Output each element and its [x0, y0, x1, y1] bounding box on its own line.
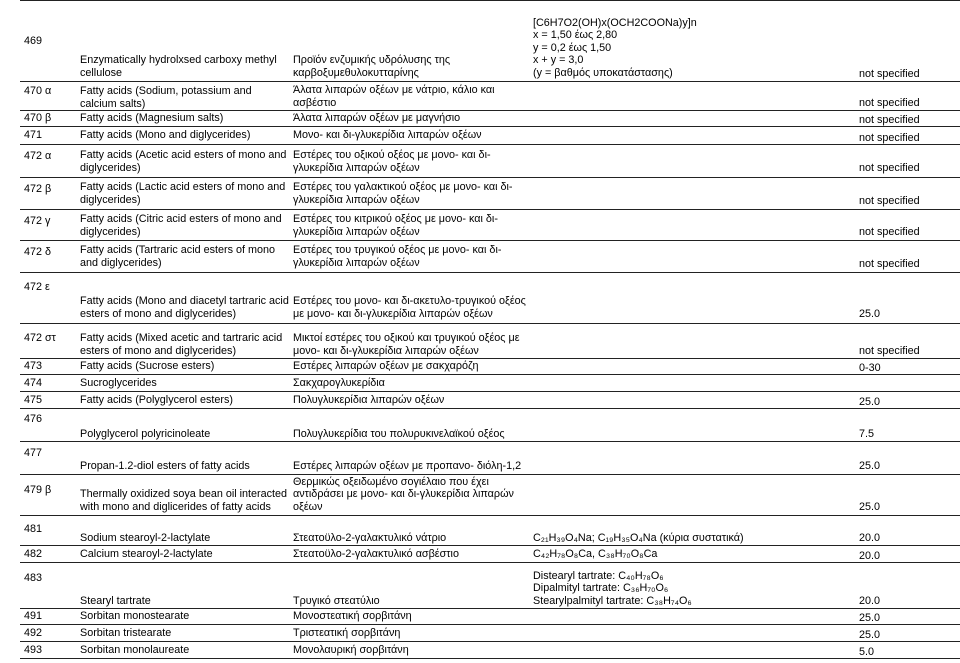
chemical-formula: [531, 625, 857, 642]
chemical-formula: [531, 111, 857, 127]
e-number: 472 δ: [20, 241, 78, 273]
max-level: not specified: [857, 111, 960, 127]
max-level: 25.0: [857, 442, 960, 475]
max-level: not specified: [857, 324, 960, 359]
chemical-formula: [531, 375, 857, 392]
table-row: [20, 127, 960, 145]
max-level: 25.0: [857, 392, 960, 409]
e-number: 476: [20, 409, 78, 442]
greek-name: Εστέρες του μονο- και δι-ακετυλο-τρυγικού οξέος με μονο- και δι-γλυκερίδια λιπαρών οξέων: [291, 273, 531, 324]
greek-name: Μικτοί εστέρες του οξικού και τρυγικού οξέος με μονο- και δι-γλυκερίδια λιπαρών οξέων: [291, 324, 531, 359]
e-number: 493: [20, 642, 78, 659]
e-number: 472 β: [20, 178, 78, 210]
english-name: Fatty acids (Sucrose esters): [78, 359, 291, 375]
chemical-formula: [531, 178, 857, 210]
english-name: Fatty acids (Mono and diglycerides): [78, 127, 291, 145]
max-level: 20.0: [857, 546, 960, 563]
e-number: 481: [20, 516, 78, 546]
chemical-formula: [531, 359, 857, 375]
max-level: 25.0: [857, 625, 960, 642]
max-level: not specified: [857, 178, 960, 210]
english-name: Fatty acids (Lactic acid esters of mono and diglycerides): [78, 178, 291, 210]
greek-name: Μονο- και δι-γλυκερίδια λιπαρών οξέων: [291, 127, 531, 145]
max-level: not specified: [857, 82, 960, 111]
greek-name: Εστέρες του τρυγικού οξέος με μονο- και δι-γλυκερίδια λιπαρών οξέων: [291, 241, 531, 273]
greek-name: Πολυγλυκερίδια του πολυρυκινελαϊκού οξέος: [291, 409, 531, 442]
e-number: 472 γ: [20, 210, 78, 241]
e-number: 473: [20, 359, 78, 375]
e-number: 474: [20, 375, 78, 392]
table-row: [20, 111, 960, 127]
chemical-formula: [531, 642, 857, 659]
e-number: 483: [20, 563, 78, 609]
table-row: [20, 273, 960, 324]
chemical-formula: [531, 273, 857, 324]
max-level: not specified: [857, 127, 960, 145]
chemical-formula: [531, 609, 857, 625]
table-row: [20, 625, 960, 642]
english-name: Fatty acids (Sodium, potassium and calcium salts): [78, 82, 291, 111]
greek-name: Εστέρες λιπαρών οξέων με σακχαρόζη: [291, 359, 531, 375]
english-name: Sodium stearoyl-2-lactylate: [78, 516, 291, 546]
chemical-formula: [531, 324, 857, 359]
greek-name: Άλατα λιπαρών οξέων με νάτριο, κάλιο και ασβέστιο: [291, 82, 531, 111]
table-row: [20, 563, 960, 609]
english-name: Fatty acids (Polyglycerol esters): [78, 392, 291, 409]
english-name: Propan-1.2-diol esters of fatty acids: [78, 442, 291, 475]
english-name: Fatty acids (Citric acid esters of mono and diglycerides): [78, 210, 291, 241]
e-number: 479 β: [20, 475, 78, 516]
english-name: Stearyl tartrate: [78, 563, 291, 609]
chemical-formula: [531, 442, 857, 475]
greek-name: Εστέρες του οξικού οξέος με μονο- και δι-γλυκερίδια λιπαρών οξέων: [291, 145, 531, 178]
max-level: 25.0: [857, 609, 960, 625]
english-name: Sorbitan monostearate: [78, 609, 291, 625]
english-name: Enzymatically hydrolxsed carboxy methyl cellulose: [78, 1, 291, 82]
table-row: [20, 442, 960, 475]
english-name: Sorbitan monolaureate: [78, 642, 291, 659]
e-number: 472 ε: [20, 273, 78, 324]
additives-table: [20, 0, 960, 659]
e-number: 492: [20, 625, 78, 642]
table-row: [20, 210, 960, 241]
chemical-formula: [531, 241, 857, 273]
chemical-formula: C₂₁H₃₉O₄Na; C₁₉H₃₅O₄Na (κύρια συστατικά): [531, 516, 857, 546]
e-number: 475: [20, 392, 78, 409]
table-row: [20, 1, 960, 82]
chemical-formula: [531, 210, 857, 241]
chemical-formula: [531, 392, 857, 409]
e-number: 472 στ: [20, 324, 78, 359]
e-number: 491: [20, 609, 78, 625]
max-level: 20.0: [857, 563, 960, 609]
english-name: Fatty acids (Acetic acid esters of mono and diglycerides): [78, 145, 291, 178]
greek-name: Άλατα λιπαρών οξέων με μαγνήσιο: [291, 111, 531, 127]
greek-name: Εστέρες του κιτρικού οξέος με μονο- και δι-γλυκερίδια λιπαρών οξέων: [291, 210, 531, 241]
english-name: Fatty acids (Mono and diacetyl tartraric acid esters of mono and diglycerides): [78, 273, 291, 324]
chemical-formula: [C6H7O2(OH)x(OCH2COONa)y]n x = 1,50 έως 2,80 y = 0,2 έως 1,50 x + y = 3,0 (y = βαθμός υποκατάστασης): [531, 1, 857, 82]
greek-name: Στεατοϋλο-2-γαλακτυλικό ασβέστιο: [291, 546, 531, 563]
greek-name: Προϊόν ενζυμικής υδρόλυσης της καρβοξυμεθυλοκυτταρίνης: [291, 1, 531, 82]
greek-name: Σακχαρογλυκερίδια: [291, 375, 531, 392]
max-level: 25.0: [857, 273, 960, 324]
table-row: [20, 178, 960, 210]
table-row: [20, 475, 960, 516]
english-name: Fatty acids (Mixed acetic and tartraric acid esters of mono and diglycerides): [78, 324, 291, 359]
chemical-formula: [531, 475, 857, 516]
chemical-formula: [531, 145, 857, 178]
english-name: Sorbitan tristearate: [78, 625, 291, 642]
greek-name: Εστέρες του γαλακτικού οξέος με μονο- και δι-γλυκερίδια λιπαρών οξέων: [291, 178, 531, 210]
max-level: not specified: [857, 241, 960, 273]
max-level: 20.0: [857, 516, 960, 546]
table-row: [20, 145, 960, 178]
chemical-formula: Distearyl tartrate: C₄₀H₇₈O₆ Dipalmityl tartrate: C₃₆H₇₀O₆ Stearylpalmityl tartrate: C₃₈H₇₄O₆: [531, 563, 857, 609]
english-name: Calcium stearoyl-2-lactylate: [78, 546, 291, 563]
e-number: 482: [20, 546, 78, 563]
greek-name: Πολυγλυκερίδια λιπαρών οξέων: [291, 392, 531, 409]
table-row: [20, 409, 960, 442]
max-level: 0-30: [857, 359, 960, 375]
greek-name: Εστέρες λιπαρών οξέων με προπανο- διόλη-1,2: [291, 442, 531, 475]
english-name: Sucroglycerides: [78, 375, 291, 392]
english-name: Fatty acids (Magnesium salts): [78, 111, 291, 127]
greek-name: Μονολαυρική σορβιτάνη: [291, 642, 531, 659]
greek-name: Στεατοϋλο-2-γαλακτυλικό νάτριο: [291, 516, 531, 546]
chemical-formula: [531, 82, 857, 111]
table-row: [20, 324, 960, 359]
english-name: Polyglycerol polyricinoleate: [78, 409, 291, 442]
e-number: 477: [20, 442, 78, 475]
e-number: 471: [20, 127, 78, 145]
e-number: 470 α: [20, 82, 78, 111]
e-number: 472 α: [20, 145, 78, 178]
max-level: [857, 375, 960, 392]
e-number: 470 β: [20, 111, 78, 127]
greek-name: Τριστεατική σορβιτάνη: [291, 625, 531, 642]
table-row: [20, 241, 960, 273]
max-level: 7.5: [857, 409, 960, 442]
table-row: [20, 642, 960, 659]
table-row: [20, 359, 960, 375]
max-level: not specified: [857, 145, 960, 178]
table-row: [20, 82, 960, 111]
greek-name: Τρυγικό στεατύλιο: [291, 563, 531, 609]
max-level: 5.0: [857, 642, 960, 659]
table-row: [20, 516, 960, 546]
table-row: [20, 546, 960, 563]
chemical-formula: [531, 127, 857, 145]
greek-name: Μονοστεατική σορβιτάνη: [291, 609, 531, 625]
max-level: not specified: [857, 210, 960, 241]
chemical-formula: C₄₂H₇₈O₈Ca, C₃₈H₇₀O₈Ca: [531, 546, 857, 563]
max-level: not specified: [857, 1, 960, 82]
e-number: 469: [20, 1, 78, 82]
max-level: 25.0: [857, 475, 960, 516]
table-row: [20, 375, 960, 392]
greek-name: Θερμικώς οξειδωμένο σογιέλαιο που έχει αντιδράσει με μονο- και δι-γλυκερίδια λιπαρών οξέων: [291, 475, 531, 516]
english-name: Thermally oxidized soya bean oil interacted with mono and diglicerides of fatty acids: [78, 475, 291, 516]
chemical-formula: [531, 409, 857, 442]
english-name: Fatty acids (Tartraric acid esters of mono and diglycerides): [78, 241, 291, 273]
table-row: [20, 609, 960, 625]
table-row: [20, 392, 960, 409]
